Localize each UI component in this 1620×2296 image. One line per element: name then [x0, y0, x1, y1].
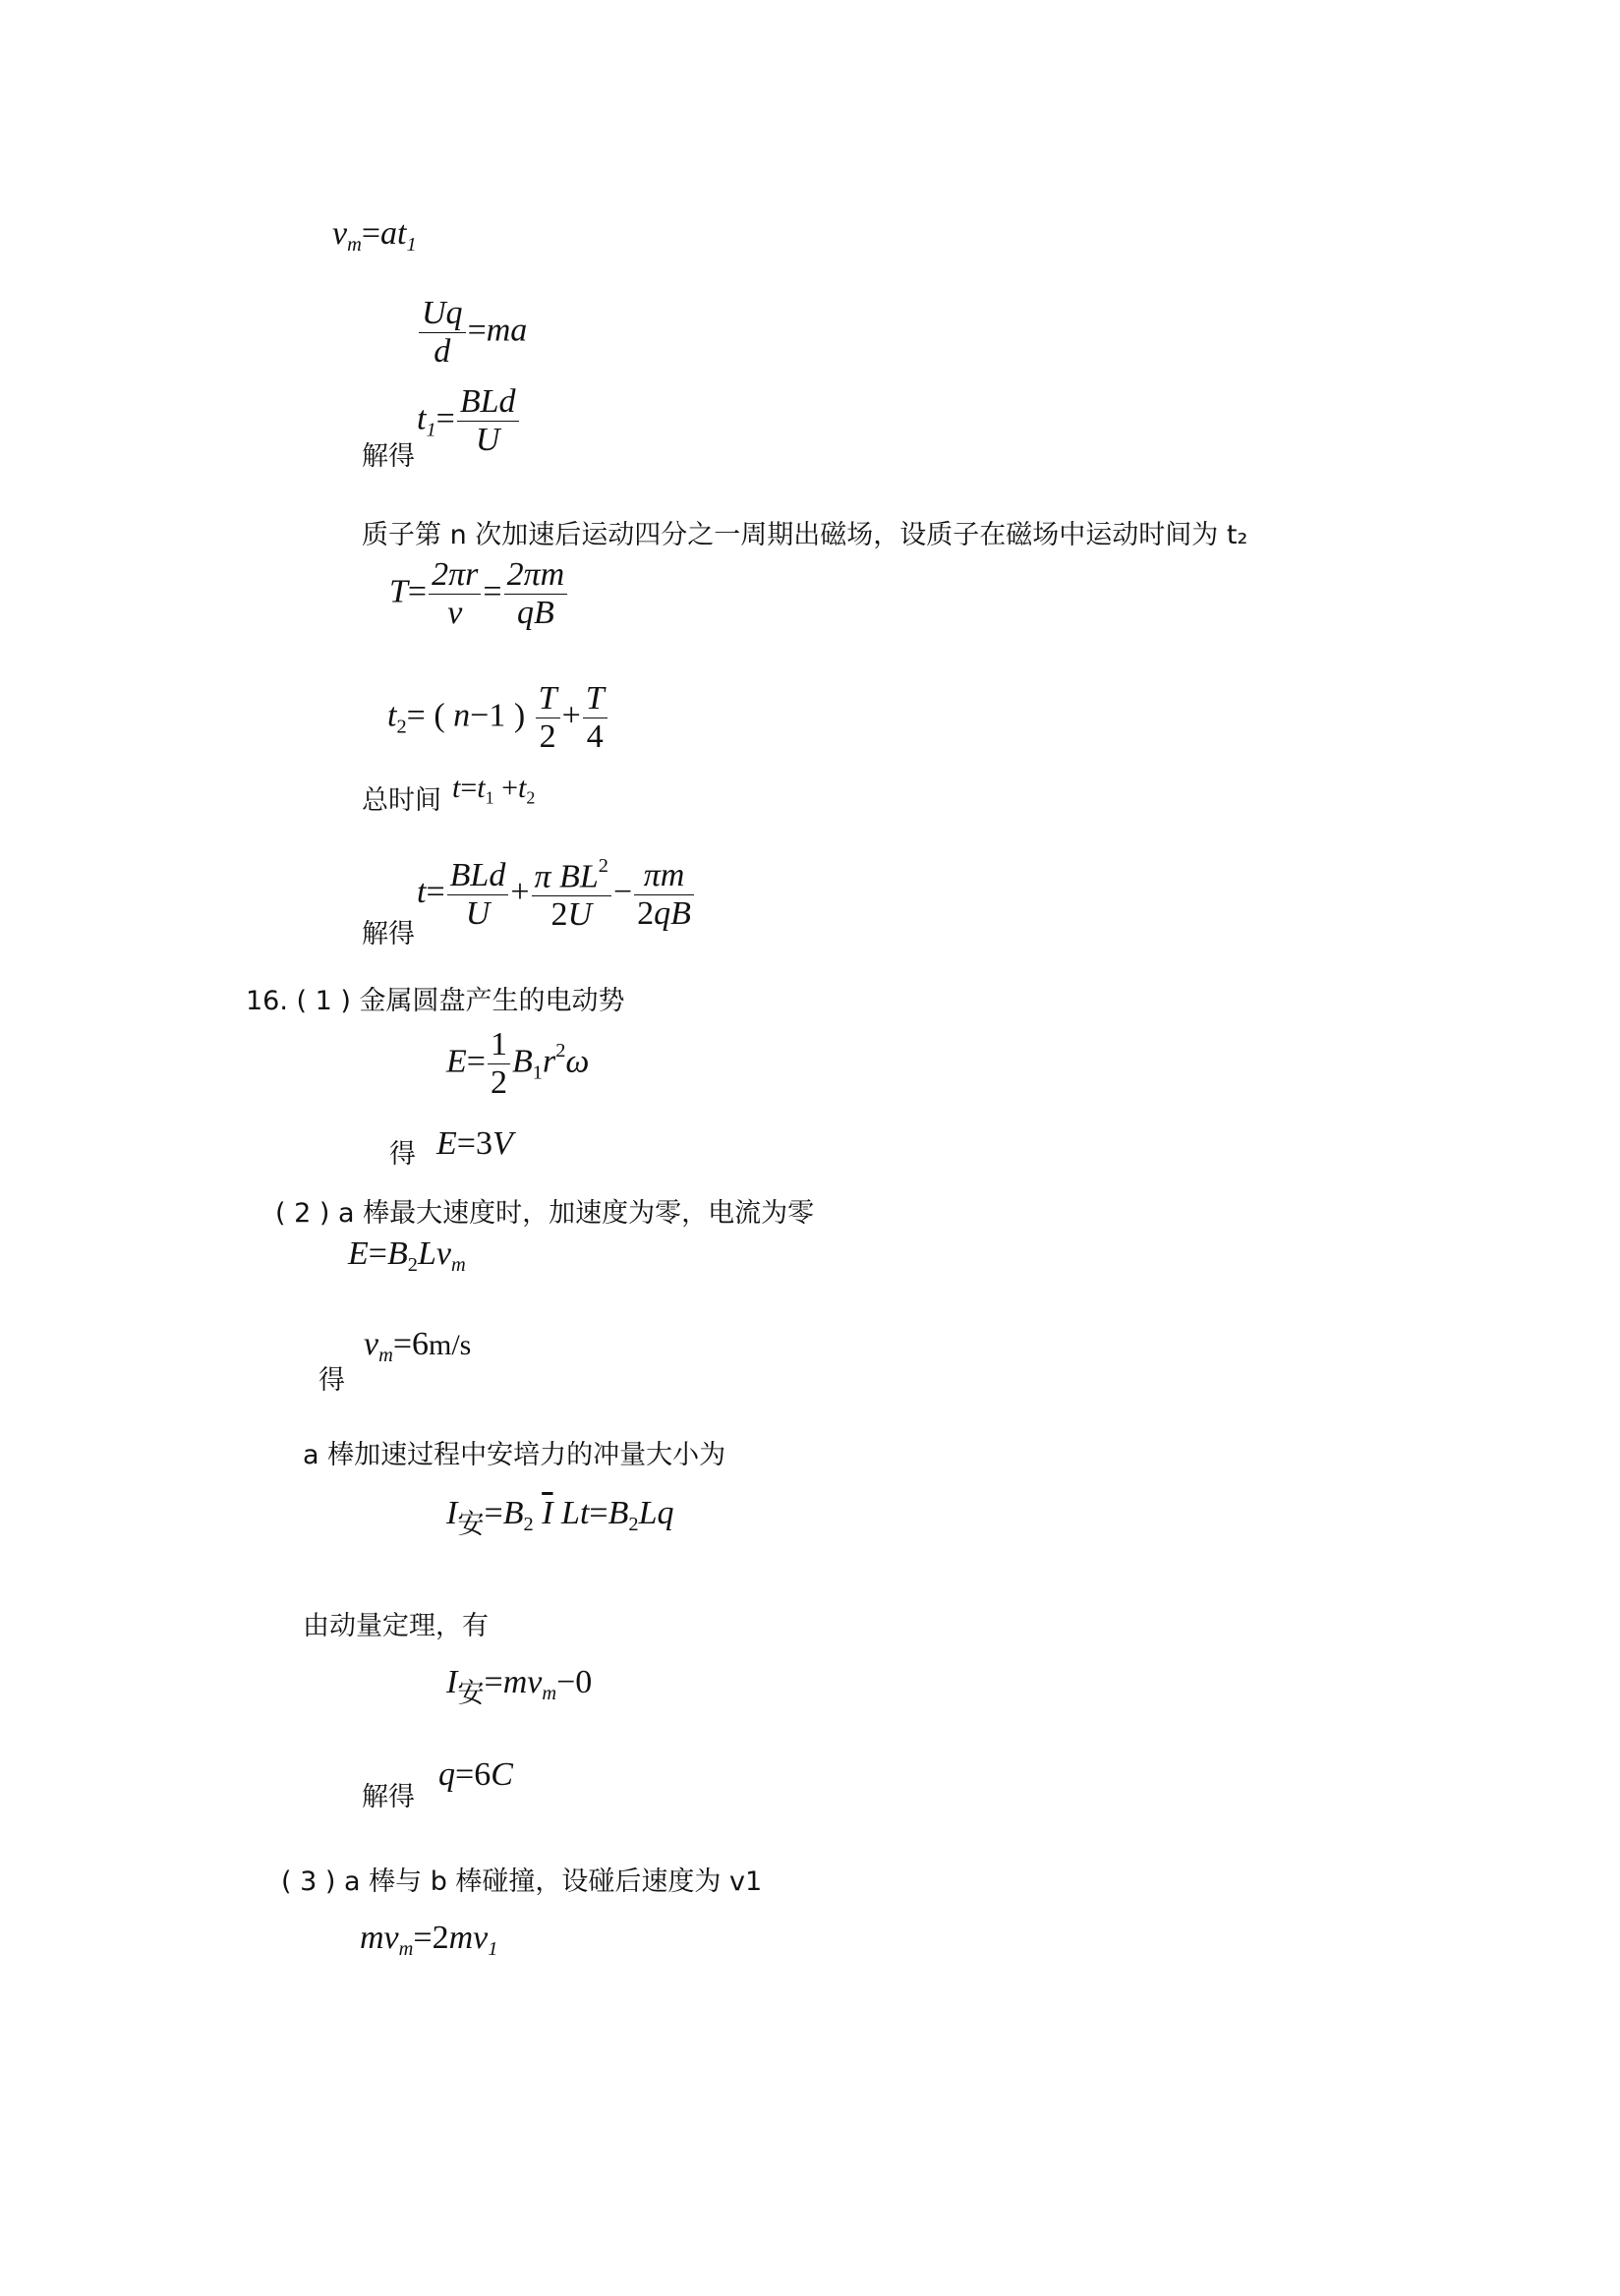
text-momentum-theorem: 由动量定理，有 — [303, 1611, 489, 1641]
eq-t2: $t_2=$ ( n−1 ) $\frac{T}{2}$ + $\frac{T}{4}$ — [387, 680, 609, 756]
emf-unit: V — [492, 1125, 513, 1162]
question-16-part-1: 16. ( 1 ) 金属圆盘产生的电动势 — [246, 986, 625, 1016]
label-jiede-3: 解得 — [362, 1782, 415, 1812]
charge-value: 6 — [474, 1756, 492, 1793]
text-impulse: a 棒加速过程中安培力的冲量大小为 — [303, 1440, 726, 1470]
eq-t1: $t_1=$ $\frac{\text{BLd}}{U}$ — [417, 383, 521, 459]
label-total-time: 总时间 — [362, 785, 441, 816]
symbol-an-2: 安 — [457, 1678, 485, 1709]
eq-emf-b2: $E=B_2Lv_m$ — [348, 1235, 466, 1277]
eq-force: $\frac{Uq}{d}$ =ma — [417, 295, 527, 371]
eq-total-result: t= $\frac{\text{BLd}}{U}$ + $\frac{\pi BL^2}{2U}$ − $\frac{\pi m}{2qB}$ — [417, 855, 696, 934]
question-16-part-3: ( 3 ) a 棒与 b 棒碰撞，设碰后速度为 v1 — [281, 1866, 763, 1897]
eq-vm-value: $v_m=6m/s$ — [364, 1326, 472, 1367]
eq-charge-value: q=6C — [438, 1756, 513, 1793]
eq-collision: $mv_m=2mv_1$ — [360, 1920, 498, 1961]
label-de-1: 得 — [389, 1139, 416, 1170]
eq-period: T= $\frac{2\pi r}{v}$ = $\frac{2\pi m}{qB}$ — [389, 556, 569, 632]
symbol-an-1: 安 — [457, 1509, 485, 1540]
label-de-2: 得 — [318, 1365, 345, 1396]
charge-unit: C — [491, 1756, 513, 1793]
eq-vm-at1: $v_m=at_1$ — [332, 215, 417, 257]
emf-value: 3 — [475, 1125, 492, 1162]
eq-total-t: $t=t_1 +t_2$ — [452, 772, 536, 808]
vm-value: 6 — [412, 1326, 430, 1362]
eq-emf-value: E=3V — [436, 1125, 513, 1162]
eq-impulse: $I_安=B_2$ $\overline{I}$ $Lt=B_2Lq$ — [446, 1495, 674, 1540]
label-jiede-1: 解得 — [362, 441, 415, 472]
label-jiede-2: 解得 — [362, 919, 415, 949]
vm-unit: m/s — [429, 1329, 472, 1361]
question-16-part-2: ( 2 ) a 棒最大速度时，加速度为零，电流为零 — [275, 1198, 815, 1229]
eq-momentum: $I_安=mv_m-0$ — [446, 1664, 593, 1709]
eq-emf: E= $\frac{1}{2}$ $B_1r^2\omega$ — [446, 1026, 590, 1102]
text-proton: 质子第 n 次加速后运动四分之一周期出磁场，设质子在磁场中运动时间为 t₂ — [362, 520, 1248, 550]
